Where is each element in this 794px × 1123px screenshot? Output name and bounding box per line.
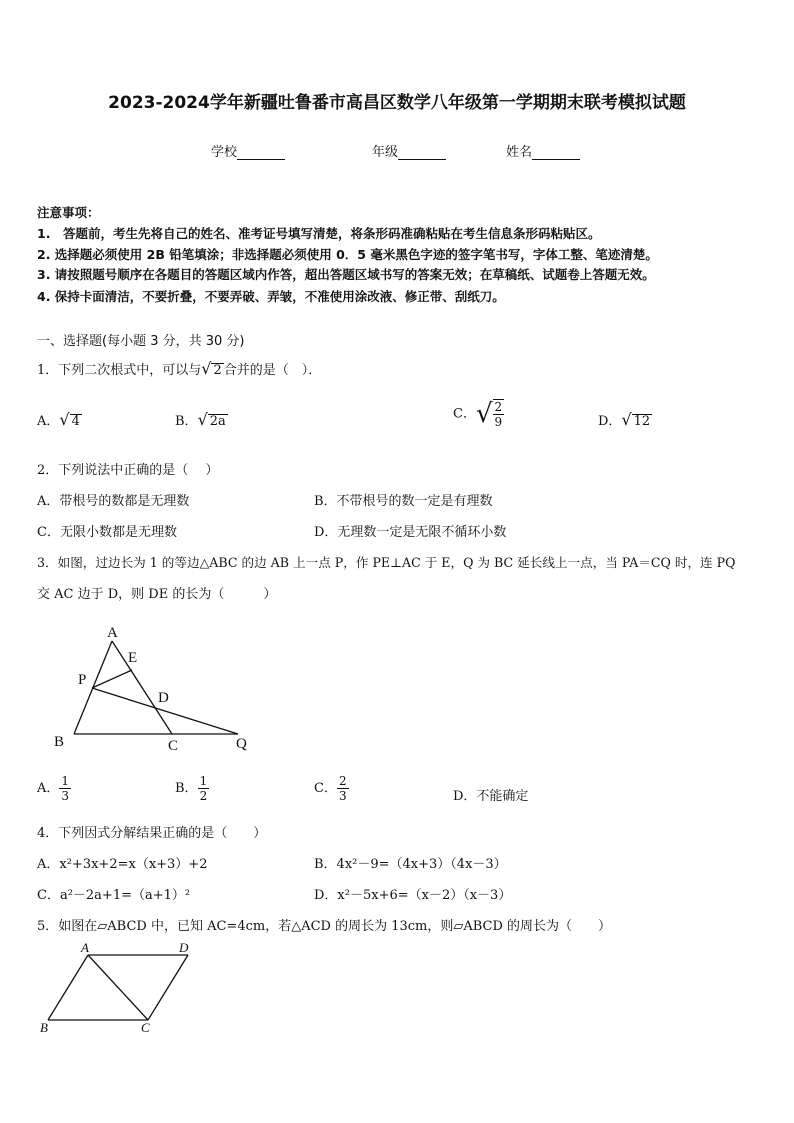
q1-option-b-radicand: 2a bbox=[209, 414, 226, 429]
q1-option-c-numerator: 2 bbox=[494, 400, 503, 414]
q3-option-a bbox=[37, 774, 71, 803]
q5-fig-label-a: A bbox=[81, 940, 89, 955]
q3-fig-label-q: Q bbox=[236, 736, 247, 752]
q3-option-c-fraction bbox=[337, 774, 349, 803]
q1-option-c bbox=[453, 399, 504, 429]
name-label: 姓名 bbox=[506, 145, 533, 160]
q5-parallelogram-figure bbox=[36, 940, 206, 1040]
q1-option-c-denominator: 9 bbox=[494, 415, 503, 429]
q3-option-a-label: A． bbox=[37, 781, 60, 796]
radical-icon: √ bbox=[621, 410, 632, 429]
q4-option-c: C．a²－2a+1=（a+1）² bbox=[37, 888, 191, 903]
q3-option-a-denominator: 3 bbox=[61, 789, 70, 803]
q5-fig-side-dc bbox=[148, 955, 188, 1020]
q3-fig-side-ac bbox=[112, 641, 172, 734]
q2-option-c: C．无限小数都是无理数 bbox=[37, 525, 177, 540]
note-item-3: 3. 请按照题号顺序在各题目的答题区域内作答，超出答题区域书写的答案无效；在草稿纸、试题卷上答题无效。 bbox=[37, 267, 655, 282]
note-item-4: 4. 保持卡面清洁，不要折叠，不要弄破、弄皱，不准使用涂改液、修正带、刮纸刀。 bbox=[37, 289, 505, 304]
q5-fig-side-ab bbox=[48, 955, 88, 1020]
q1-option-d bbox=[598, 410, 652, 429]
radical-icon: √ bbox=[197, 410, 208, 429]
q3-option-b-numerator: 1 bbox=[199, 774, 208, 788]
q5-fig-diagonal-ac bbox=[88, 955, 148, 1020]
q2-option-d: D．无理数一定是无限不循环小数 bbox=[314, 525, 507, 540]
q5-fig-label-d: D bbox=[179, 940, 189, 955]
q3-fig-label-d: D bbox=[158, 690, 169, 706]
q2-stem: 2．下列说法中正确的是（ ） bbox=[37, 463, 219, 478]
notes-heading: 注意事项： bbox=[37, 205, 100, 220]
name-field bbox=[506, 141, 580, 160]
q3-option-a-fraction bbox=[59, 774, 71, 803]
q1-option-a bbox=[37, 410, 82, 429]
q4-option-b: B．4x²－9=（4x+3）（4x－3） bbox=[314, 857, 507, 872]
q1-option-a-radicand: 4 bbox=[71, 414, 80, 429]
q2-option-a: A．带根号的数都是无理数 bbox=[37, 494, 190, 509]
q3-fig-label-b: B bbox=[54, 734, 65, 750]
note-item-2: 2. 选择题必须使用 2B 铅笔填涂；非选择题必须使用 0．5 毫米黑色字迹的签字笔书写，字体工整、笔迹清楚。 bbox=[37, 247, 658, 262]
radical-icon: √ bbox=[201, 359, 212, 378]
q5-fig-label-b: B bbox=[40, 1020, 48, 1035]
radical-icon: √ bbox=[59, 410, 70, 429]
q3-stem-line2: 交 AC 边于 D，则 DE 的长为（ ） bbox=[37, 587, 277, 602]
page-title: 2023-2024学年新疆吐鲁番市高昌区数学八年级第一学期期末联考模拟试题 bbox=[108, 93, 686, 113]
q5-stem: 5．如图在▱ABCD 中，已知 AC=4cm，若△ACD 的周长为 13cm，则▱ABCD 的周长为（ ） bbox=[37, 919, 612, 934]
grade-field bbox=[372, 141, 446, 160]
q1-stem-post: 合并的是（ ）． bbox=[223, 363, 322, 378]
q3-stem-line1: 3．如图，过边长为 1 的等边△ABC 的边 AB 上一点 P，作 PE⊥AC 于 E，Q 为 BC 延长线上一点，当 PA＝CQ 时，连 PQ bbox=[37, 555, 736, 570]
q1-stem bbox=[37, 359, 321, 378]
school-blank bbox=[237, 145, 285, 160]
q1-option-b bbox=[175, 410, 228, 429]
q3-option-c bbox=[314, 774, 349, 803]
q2-option-b: B．不带根号的数一定是有理数 bbox=[314, 494, 493, 509]
q3-option-d: D．不能确定 bbox=[453, 789, 529, 804]
q3-fig-label-a: A bbox=[107, 625, 118, 641]
q4-option-a: A．x²+3x+2=x（x+3）+2 bbox=[37, 857, 208, 872]
grade-blank bbox=[398, 145, 446, 160]
q3-fig-line-pe bbox=[92, 670, 132, 688]
q3-fig-label-c: C bbox=[168, 738, 179, 754]
school-label: 学校 bbox=[211, 145, 238, 160]
grade-label: 年级 bbox=[372, 145, 399, 160]
q5-fig-label-c: C bbox=[141, 1020, 150, 1035]
q1-option-c-fraction bbox=[493, 399, 505, 429]
q3-option-a-numerator: 1 bbox=[61, 774, 70, 788]
q4-option-d: D．x²－5x+6=（x－2）（x－3） bbox=[314, 888, 512, 903]
q1-stem-radicand: 2 bbox=[213, 363, 222, 378]
q3-option-b-fraction bbox=[198, 774, 210, 803]
q3-triangle-figure bbox=[40, 618, 260, 758]
q3-option-c-numerator: 2 bbox=[338, 774, 347, 788]
name-blank bbox=[532, 145, 580, 160]
q1-option-a-label: A． bbox=[37, 414, 60, 429]
q4-stem: 4．下列因式分解结果正确的是（ ） bbox=[37, 826, 267, 841]
section-choice-heading: 一、选择题(每小题 3 分，共 30 分) bbox=[37, 334, 245, 349]
q1-option-d-label: D． bbox=[598, 414, 622, 429]
q1-option-c-label: C． bbox=[453, 406, 476, 422]
q3-option-b-denominator: 2 bbox=[199, 789, 208, 803]
school-field bbox=[211, 141, 285, 160]
q1-option-d-radicand: 12 bbox=[633, 414, 651, 429]
q3-option-b bbox=[175, 774, 209, 803]
q3-fig-label-p: P bbox=[78, 672, 87, 688]
q1-option-b-label: B． bbox=[175, 414, 198, 429]
note-item-1: 1. 答题前，考生先将自己的姓名、准考证号填写清楚，将条形码准确粘贴在考生信息条形码粘贴区。 bbox=[37, 226, 601, 241]
q3-option-b-label: B． bbox=[175, 781, 198, 796]
q3-option-c-denominator: 3 bbox=[338, 789, 347, 803]
q3-fig-label-e: E bbox=[128, 650, 138, 666]
q3-option-c-label: C． bbox=[314, 781, 337, 796]
radical-icon: √ bbox=[475, 399, 493, 429]
q1-stem-pre: 1．下列二次根式中，可以与 bbox=[37, 363, 202, 378]
